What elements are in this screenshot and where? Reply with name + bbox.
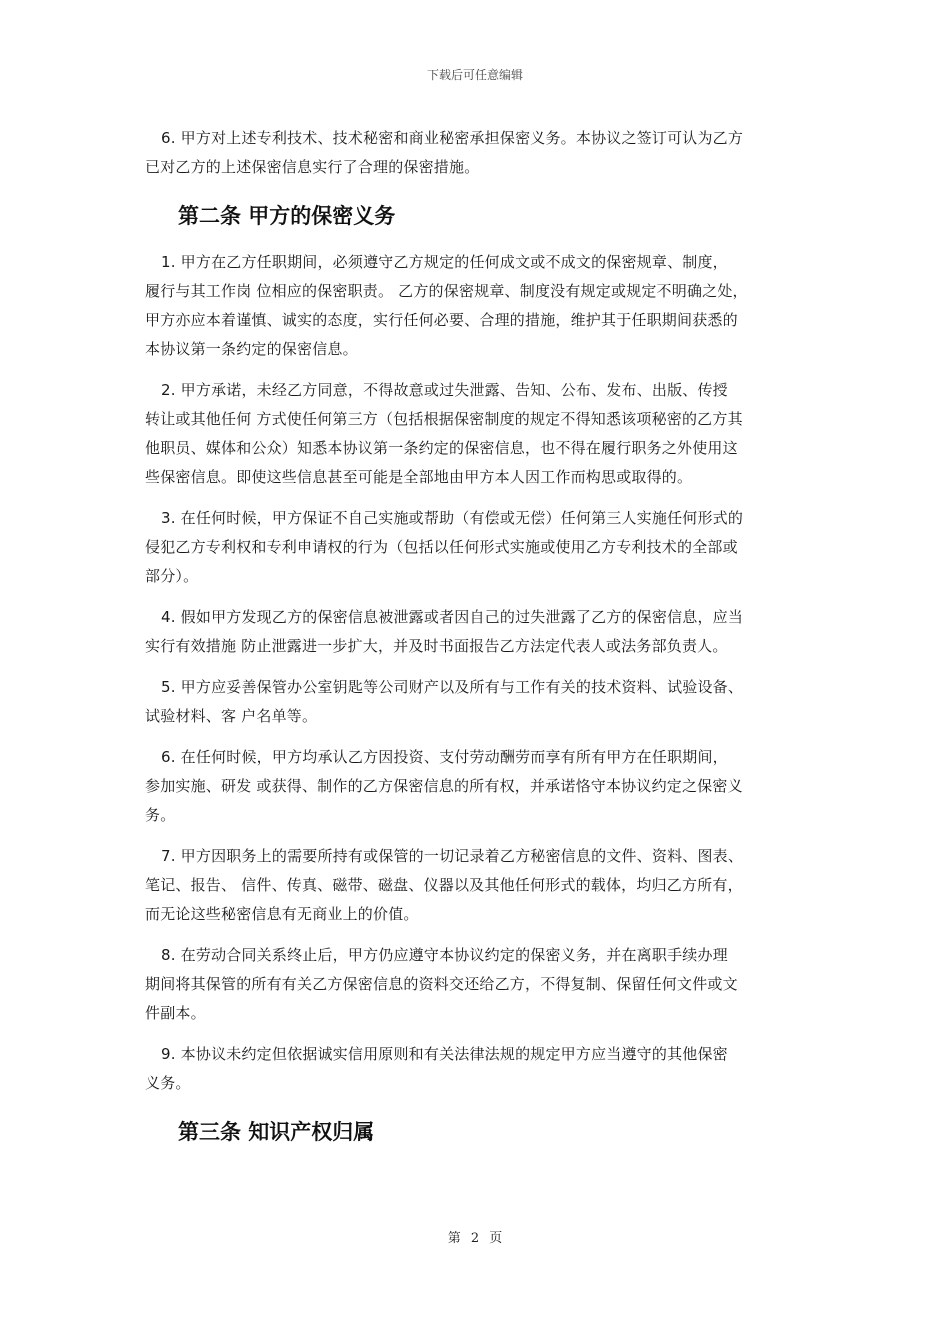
paragraph-line: 实行有效措施 防止泄露进一步扩大，并及时书面报告乙方法定代表人或法务部负责人。 xyxy=(145,637,728,655)
paragraph-line: 6. 甲方对上述专利技术、技术秘密和商业秘密承担保密义务。本协议之签订可认为乙方 xyxy=(161,129,744,147)
section-heading: 第二条 甲方的保密义务 xyxy=(178,203,396,228)
clause-paragraph xyxy=(145,376,815,492)
clause-paragraph xyxy=(145,842,815,929)
paragraph-line: 甲方亦应本着谨慎、诚实的态度，实行任何必要、合理的措施，维护其于任职期间获悉的 xyxy=(145,311,738,329)
paragraph-line: 些保密信息。即使这些信息甚至可能是全部地由甲方本人因工作而构思或取得的。 xyxy=(145,468,693,486)
paragraph-line: 7. 甲方因职务上的需要所持有或保管的一切记录着乙方秘密信息的文件、资料、图表、 xyxy=(161,847,744,865)
section-heading: 第三条 知识产权归属 xyxy=(178,1119,375,1144)
document-body xyxy=(145,124,815,1164)
clause-paragraph xyxy=(145,124,815,182)
clause-paragraph xyxy=(145,504,815,591)
clause-paragraph xyxy=(145,941,815,1028)
paragraph-line: 务。 xyxy=(145,806,176,824)
paragraph-line: 3. 在任何时候，甲方保证不自己实施或帮助（有偿或无偿）任何第三人实施任何形式的 xyxy=(161,509,744,527)
paragraph-line: 履行与其工作岗 位相应的保密职责。 乙方的保密规章、制度没有规定或规定不明确之处， xyxy=(145,282,748,300)
clause-paragraph xyxy=(145,743,815,830)
paragraph-line: 试验材料、客 户名单等。 xyxy=(145,707,318,725)
paragraph-line: 6. 在任何时候，甲方均承认乙方因投资、支付劳动酬劳而享有所有甲方在任职期间， xyxy=(161,748,728,766)
paragraph-line: 2. 甲方承诺，未经乙方同意，不得故意或过失泄露、告知、公布、发布、出版、传授 xyxy=(161,381,728,399)
page-header: 下载后可任意编辑 xyxy=(426,68,523,82)
clause-paragraph xyxy=(145,673,815,731)
page-footer xyxy=(0,1227,950,1246)
paragraph-line: 8. 在劳动合同关系终止后，甲方仍应遵守本协议约定的保密义务，并在离职手续办理 xyxy=(161,946,728,964)
paragraph-line: 他职员、媒体和公众）知悉本协议第一条约定的保密信息，也不得在履行职务之外使用这 xyxy=(145,439,738,457)
paragraph-line: 4. 假如甲方发现乙方的保密信息被泄露或者因自己的过失泄露了乙方的保密信息，应当 xyxy=(161,608,744,626)
page-number: 2 xyxy=(470,1231,480,1246)
paragraph-line: 义务。 xyxy=(145,1074,191,1092)
paragraph-line: 而无论这些秘密信息有无商业上的价值。 xyxy=(145,905,419,923)
paragraph-line: 部分）。 xyxy=(145,567,199,585)
paragraph-line: 已对乙方的上述保密信息实行了合理的保密措施。 xyxy=(145,158,480,176)
paragraph-line: 参加实施、研发 或获得、制作的乙方保密信息的所有权，并承诺恪守本协议约定之保密义 xyxy=(145,777,743,795)
paragraph-line: 本协议第一条约定的保密信息。 xyxy=(145,340,358,358)
clause-paragraph xyxy=(145,1040,815,1098)
paragraph-line: 9. 本协议未约定但依据诚实信用原则和有关法律法规的规定甲方应当遵守的其他保密 xyxy=(161,1045,728,1063)
paragraph-line: 笔记、报告、 信件、传真、磁带、磁盘、仪器以及其他任何形式的载体，均归乙方所有， xyxy=(145,876,743,894)
clause-paragraph xyxy=(145,248,815,364)
paragraph-line: 期间将其保管的所有有关乙方保密信息的资料交还给乙方，不得复制、保留任何文件或文 xyxy=(145,975,738,993)
clause-paragraph xyxy=(145,603,815,661)
paragraph-line: 件副本。 xyxy=(145,1004,206,1022)
page-number-suffix: 页 xyxy=(489,1231,503,1246)
paragraph-line: 1. 甲方在乙方任职期间，必须遵守乙方规定的任何成文或不成文的保密规章、制度， xyxy=(161,253,728,271)
page-number-prefix: 第 xyxy=(447,1231,461,1246)
paragraph-line: 转让或其他任何 方式使任何第三方（包括根据保密制度的规定不得知悉该项秘密的乙方其 xyxy=(145,410,743,428)
paragraph-line: 5. 甲方应妥善保管办公室钥匙等公司财产以及所有与工作有关的技术资料、试验设备、 xyxy=(161,678,744,696)
paragraph-line: 侵犯乙方专利权和专利申请权的行为（包括以任何形式实施或使用乙方专利技术的全部或 xyxy=(145,538,738,556)
